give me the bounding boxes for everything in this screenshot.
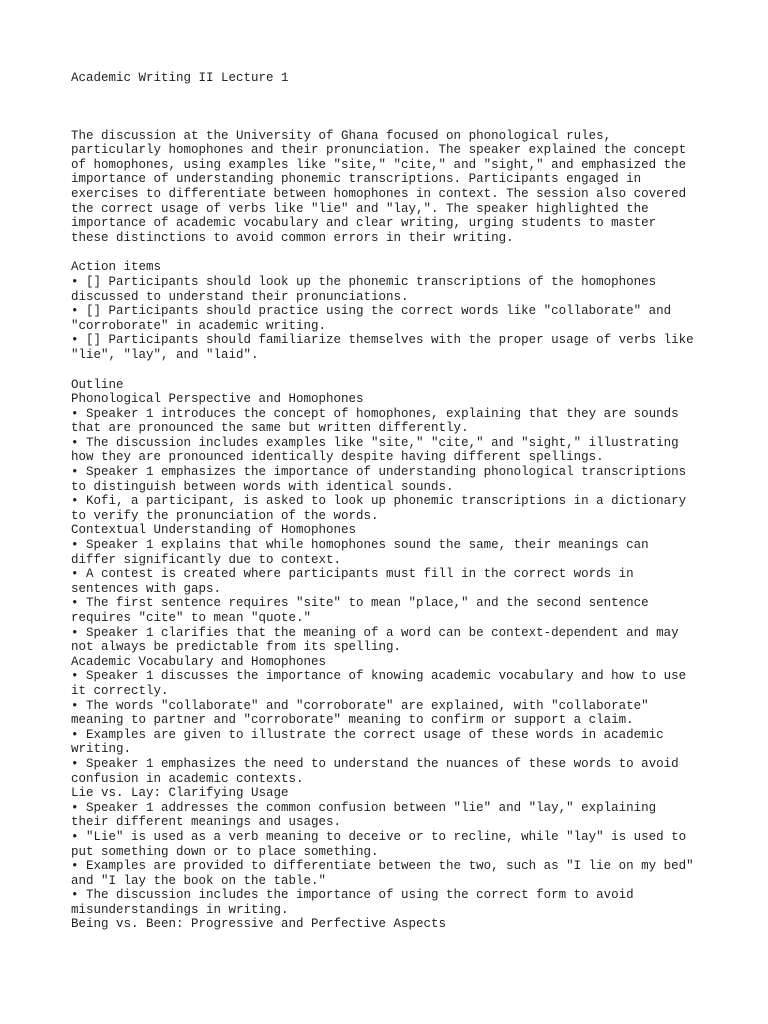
outline-section-heading: Academic Vocabulary and Homophones	[71, 654, 327, 669]
outline-section	[71, 378, 711, 933]
outline-section-heading: Being vs. Been: Progressive and Perfective Aspects	[71, 917, 447, 932]
outline-bullet: • "Lie" is used as a verb meaning to deceive or to recline, while "lay" is used to put something down or to place something.	[71, 829, 687, 859]
outline-bullet: • Speaker 1 emphasizes the importance of understanding phonological transcriptions to distinguish between words with identical sounds.	[71, 465, 687, 494]
action-items-section	[71, 260, 711, 362]
outline-section-heading: Lie vs. Lay: Clarifying Usage	[71, 786, 289, 801]
outline-heading: Outline	[71, 377, 124, 392]
outline-bullet: • Speaker 1 introduces the concept of homophones, explaining that they are sounds that are pronounced the same but written differently.	[71, 406, 679, 436]
action-item: • [] Participants should practice using the correct words like "collaborate" and "corroborate" in academic writing.	[71, 304, 672, 333]
outline-section-heading: Phonological Perspective and Homophones	[71, 392, 364, 407]
outline-section-heading: Contextual Understanding of Homophones	[71, 523, 357, 538]
outline-bullet: • The discussion includes the importance of using the correct form to avoid misunderstandings in writing.	[71, 888, 634, 917]
outline-bullet: • The words "collaborate" and "corroborate" are explained, with "collaborate" meaning to partner and "corroborate" meaning to confirm or support a claim.	[71, 698, 649, 728]
outline-bullet: • A contest is created where participants must fill in the correct words in sentences with gaps.	[71, 567, 634, 596]
outline-bullet: • Kofi, a participant, is asked to look up phonemic transcriptions in a dictionary to verify the pronunciation of the words.	[71, 494, 687, 523]
action-item: • [] Participants should look up the phonemic transcriptions of the homophones discussed to understand their pronunciations.	[71, 274, 657, 304]
outline-bullet: • Examples are provided to differentiate between the two, such as "I lie on my bed" and "I lay the book on the table."	[71, 859, 694, 888]
outline-bullet: • Speaker 1 discusses the importance of knowing academic vocabulary and how to use it correctly.	[71, 669, 687, 698]
document-title: Academic Writing II Lecture 1	[71, 71, 289, 85]
outline-bullet: • Speaker 1 clarifies that the meaning of a word can be context-dependent and may not always be predictable from its spelling.	[71, 625, 679, 655]
document-page	[71, 71, 711, 932]
outline-bullet: • Speaker 1 emphasizes the need to understand the nuances of these words to avoid confusion in academic contexts.	[71, 756, 679, 786]
summary-paragraph: The discussion at the University of Ghana focused on phonological rules, particularly homophones and their pronunciation. The speaker explained the concept of homophones, using examples like "site," "cite," and "sight," and emphasized the importance of understanding phonemic transcriptions. Participants engaged in exercises to differentiate between homophones in context. The session also covered the correct usage of verbs like "lie" and "lay,". The speaker highlighted the importance of academic vocabulary and clear writing, urging students to master these distinctions to avoid common errors in their writing.	[71, 128, 687, 245]
outline-bullet: • Speaker 1 explains that while homophones sound the same, their meanings can differ significantly due to context.	[71, 538, 649, 567]
outline-bullet: • The discussion includes examples like "site," "cite," and "sight," illustrating how they are pronounced identically despite having different spellings.	[71, 435, 679, 465]
action-item: • [] Participants should familiarize themselves with the proper usage of verbs like "lie", "lay", and "laid".	[71, 333, 694, 362]
outline-bullet: • Examples are given to illustrate the correct usage of these words in academic writing.	[71, 727, 664, 757]
outline-bullet: • The first sentence requires "site" to mean "place," and the second sentence requires "cite" to mean "quote."	[71, 596, 649, 625]
action-items-heading: Action items	[71, 260, 162, 275]
outline-bullet: • Speaker 1 addresses the common confusion between "lie" and "lay," explaining their different meanings and usages.	[71, 800, 657, 830]
